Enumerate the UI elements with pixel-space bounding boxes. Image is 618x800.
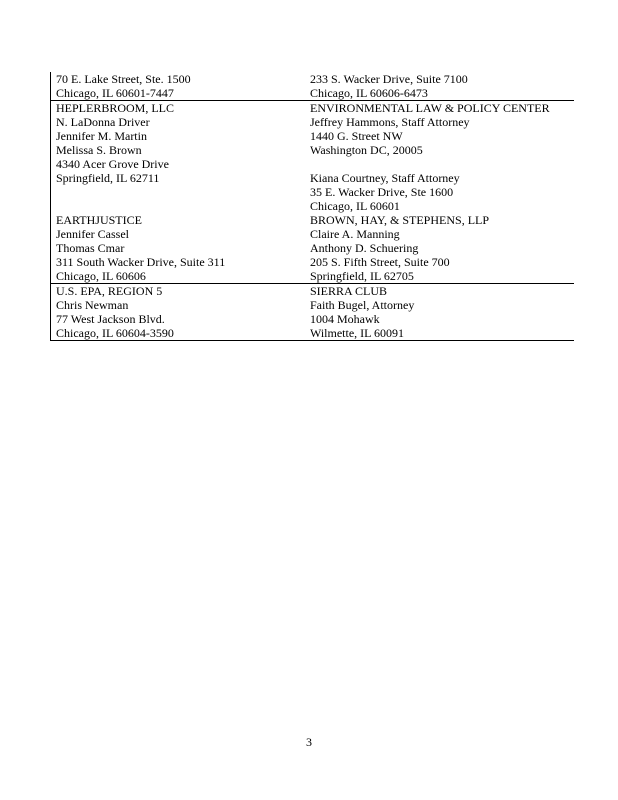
firm-name: HEPLERBROOM, LLC: [56, 101, 175, 115]
contact-name: N. LaDonna Driver: [56, 115, 150, 129]
address-line: 1004 Mohawk: [310, 312, 380, 326]
left-cell: [51, 72, 305, 100]
table-row: [51, 72, 574, 100]
contact-name: Jeffrey Hammons, Staff Attorney: [310, 115, 470, 129]
blank-line: [56, 199, 305, 213]
contact-name: Jennifer M. Martin: [56, 129, 147, 143]
blank-line: [310, 157, 574, 171]
contact-name: Jennifer Cassel: [56, 227, 129, 241]
blank-line: [56, 185, 305, 199]
address-line: Wilmette, IL 60091: [310, 326, 405, 340]
address-line: Washington DC, 20005: [310, 143, 423, 157]
address-line: Springfield, IL 62705: [310, 269, 414, 283]
address-line: 77 West Jackson Blvd.: [56, 312, 165, 326]
table-row: [51, 283, 574, 341]
service-list-table: [50, 72, 574, 341]
left-cell: [51, 284, 305, 340]
address-line: Chicago, IL 60606: [56, 269, 146, 283]
contact-name: Faith Bugel, Attorney: [310, 298, 415, 312]
firm-name: U.S. EPA, REGION 5: [56, 284, 163, 298]
contact-name: Kiana Courtney, Staff Attorney: [310, 171, 460, 185]
address-line: Chicago, IL 60606-6473: [310, 86, 428, 100]
address-line: Chicago, IL 60601-7447: [56, 86, 174, 100]
address-line: Chicago, IL 60604-3590: [56, 326, 174, 340]
right-cell: [305, 101, 574, 283]
page-number: 3: [306, 735, 312, 749]
contact-name: Chris Newman: [56, 298, 129, 312]
address-line: Chicago, IL 60601: [310, 199, 400, 213]
contact-name: Claire A. Manning: [310, 227, 400, 241]
address-line: 4340 Acer Grove Drive: [56, 157, 169, 171]
firm-name: ENVIRONMENTAL LAW & POLICY CENTER: [310, 101, 550, 115]
address-line: 70 E. Lake Street, Ste. 1500: [56, 72, 191, 86]
right-cell: [305, 72, 574, 100]
address-line: 311 South Wacker Drive, Suite 311: [56, 255, 226, 269]
contact-name: Melissa S. Brown: [56, 143, 142, 157]
firm-name: SIERRA CLUB: [310, 284, 388, 298]
address-line: 1440 G. Street NW: [310, 129, 403, 143]
left-cell: [51, 101, 305, 283]
address-line: 205 S. Fifth Street, Suite 700: [310, 255, 450, 269]
firm-name: BROWN, HAY, & STEPHENS, LLP: [310, 213, 490, 227]
right-cell: [305, 284, 574, 340]
address-line: Springfield, IL 62711: [56, 171, 160, 185]
contact-name: Anthony D. Schuering: [310, 241, 419, 255]
contact-name: Thomas Cmar: [56, 241, 125, 255]
address-line: 233 S. Wacker Drive, Suite 7100: [310, 72, 468, 86]
table-row: [51, 100, 574, 283]
firm-name: EARTHJUSTICE: [56, 213, 142, 227]
address-line: 35 E. Wacker Drive, Ste 1600: [310, 185, 454, 199]
